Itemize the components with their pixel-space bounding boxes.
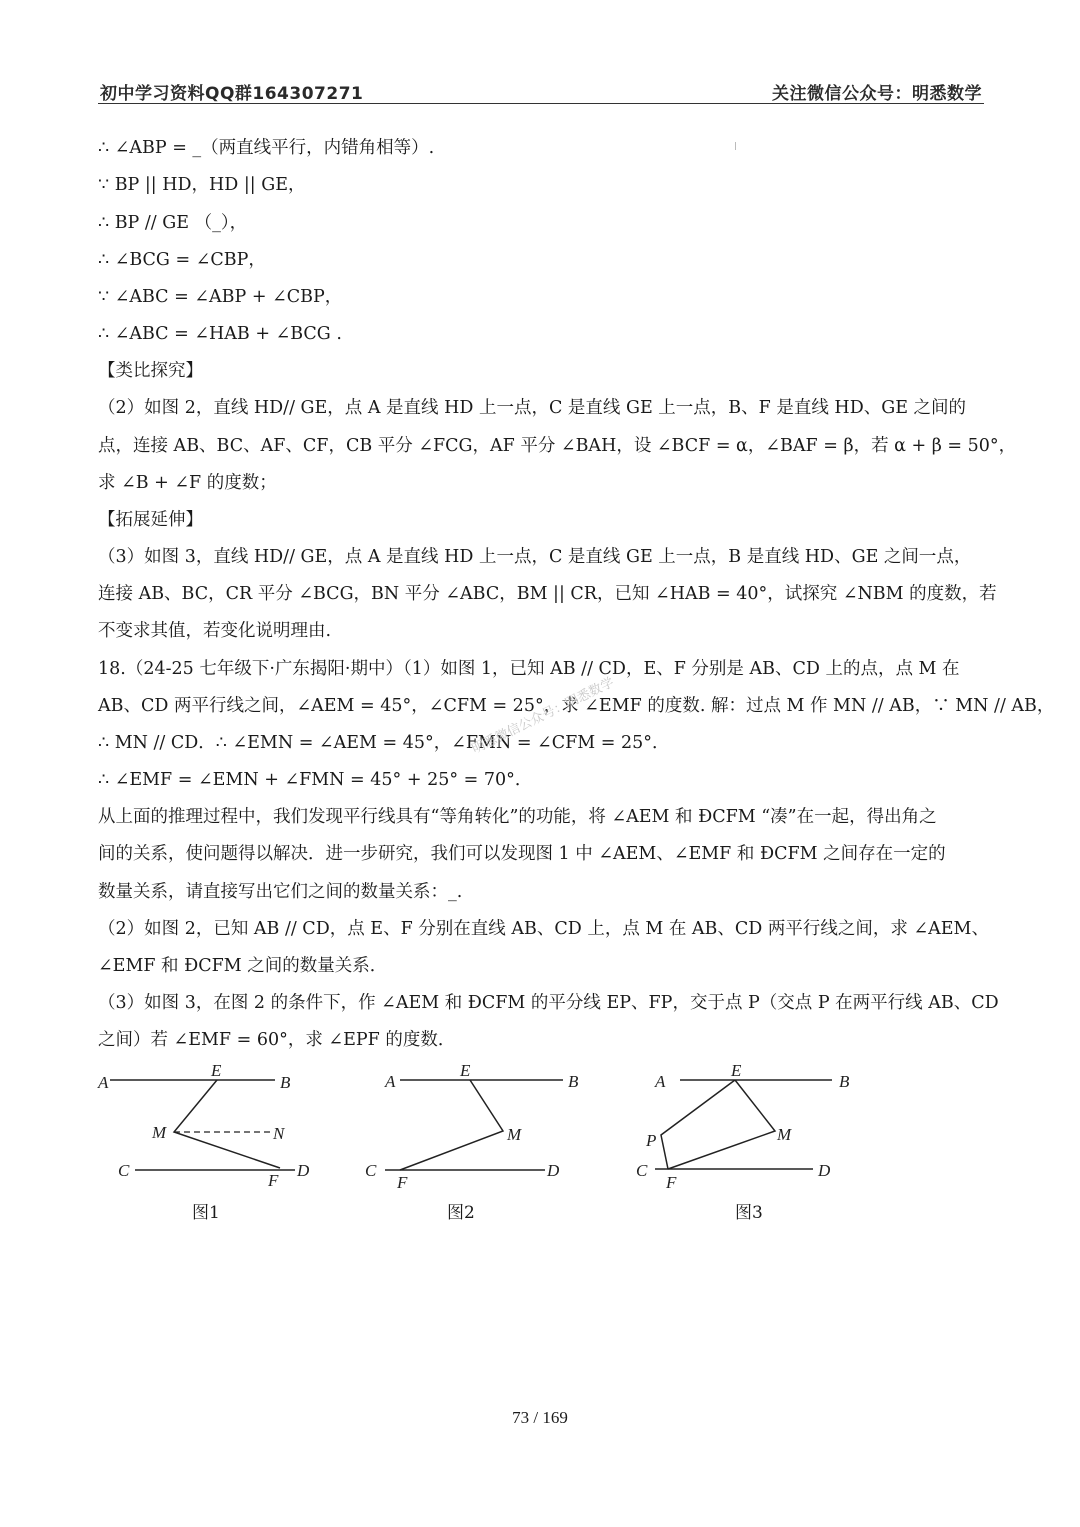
text-line: ∴ ∠ABC = ∠HAB + ∠BCG . xyxy=(98,324,342,344)
text-line: 不变求其值，若变化说明理由. xyxy=(98,621,332,641)
text-line: 求 ∠B + ∠F 的度数； xyxy=(98,473,277,493)
text-line: ∴ BP // GE （_）， xyxy=(98,213,248,233)
fig1-label-b: B xyxy=(280,1073,291,1092)
fig3-label-a: A xyxy=(655,1072,666,1091)
fig2-label-f: F xyxy=(397,1173,408,1192)
text-line: （2）如图 2，已知 AB // CD，点 E、F 分别在直线 AB、CD 上，点 M 在 AB、CD 两平行线之间，求 ∠AEM、 xyxy=(98,919,989,939)
fig2-label-c: C xyxy=(365,1161,377,1180)
header-right-text: 关注微信公众号：明悉数学 xyxy=(772,84,982,104)
question-18-title: 18.（24-25 七年级下·广东揭阳·期中）（1）如图 1，已知 AB // CD，E、F 分别是 AB、CD 上的点，点 M 在 xyxy=(98,659,960,679)
figure-3 xyxy=(635,1058,875,1193)
fig3-label-f: F xyxy=(666,1173,677,1192)
fig1-label-d: D xyxy=(297,1161,310,1180)
fig3-label-d: D xyxy=(818,1161,831,1180)
text-line: ∴ MN // CD．∴ ∠EMN = ∠AEM = 45°，∠FMN = ∠CFM = 25°． xyxy=(98,733,670,753)
fig3-label-c: C xyxy=(636,1161,648,1180)
text-line: 从上面的推理过程中，我们发现平行线具有“等角转化”的功能，将 ∠AEM 和 ÐCFM “凑”在一起，得出角之 xyxy=(98,807,937,827)
text-line: ∠EMF 和 ÐCFM 之间的数量关系． xyxy=(98,956,388,976)
text-line: AB、CD 两平行线之间，∠AEM = 45°，∠CFM = 25°，求 ∠EMF 的度数. 解：过点 M 作 MN // AB，∵ MN // AB， xyxy=(98,696,1055,716)
text-line: 点，连接 AB、BC、AF、CF，CB 平分 ∠FCG，AF 平分 ∠BAH，设 ∠BCF = α，∠BAF = β，若 α + β = 50°， xyxy=(98,436,1017,456)
fig1-label-c: C xyxy=(118,1161,130,1180)
text-line: ∴ ∠EMF = ∠EMN + ∠FMN = 45° + 25° = 70°． xyxy=(98,770,533,790)
text-line: 数量关系，请直接写出它们之间的数量关系：_. xyxy=(98,882,463,902)
fig1-label-a: A xyxy=(98,1073,109,1092)
fig1-label-f: F xyxy=(268,1171,279,1190)
text-line: ∵ BP || HD，HD || GE， xyxy=(98,175,306,195)
text-line: 间的关系，使问题得以解决．进一步研究，我们可以发现图 1 中 ∠AEM、∠EMF 和 ÐCFM 之间存在一定的 xyxy=(98,844,946,864)
section-heading: 【类比探究】 xyxy=(98,361,203,381)
fig1-label-m: M xyxy=(152,1123,167,1142)
figure-2-caption: 图2 xyxy=(447,1203,475,1223)
figure-1-caption: 图1 xyxy=(192,1203,220,1223)
figure-1 xyxy=(90,1058,330,1193)
section-heading: 【拓展延伸】 xyxy=(98,510,203,530)
figure-2 xyxy=(355,1058,595,1193)
fig3-label-b: B xyxy=(839,1072,850,1091)
header-left-text: 初中学习资料QQ群164307271 xyxy=(100,84,364,104)
text-line: ∴ ∠BCG = ∠CBP， xyxy=(98,250,266,270)
text-line: （2）如图 2，直线 HD// GE，点 A 是直线 HD 上一点，C 是直线 GE 上一点，B、F 是直线 HD、GE 之间的 xyxy=(98,398,967,418)
fig2-label-e: E xyxy=(460,1061,471,1080)
fig3-label-p: P xyxy=(646,1131,657,1150)
fig2-label-a: A xyxy=(385,1072,396,1091)
figure-3-caption: 图3 xyxy=(735,1203,763,1223)
text-line: （3）如图 3，在图 2 的条件下，作 ∠AEM 和 ÐCFM 的平分线 EP、FP，交于点 P（交点 P 在两平行线 AB、CD xyxy=(98,993,999,1013)
text-line: ∵ ∠ABC = ∠ABP + ∠CBP， xyxy=(98,287,343,307)
fig3-label-e: E xyxy=(731,1061,742,1080)
fig2-label-d: D xyxy=(547,1161,560,1180)
page-number: 73 / 169 xyxy=(512,1408,568,1427)
fig2-label-b: B xyxy=(568,1072,579,1091)
watermark: 明悉微信公众号：明悉数学 xyxy=(469,675,617,758)
text-line: 连接 AB、BC，CR 平分 ∠BCG，BN 平分 ∠ABC，BM || CR，已知 ∠HAB = 40°，试探究 ∠NBM 的度数，若 xyxy=(98,584,997,604)
header-divider xyxy=(98,103,984,104)
fig1-label-e: E xyxy=(211,1061,222,1080)
text-line: 之间）若 ∠EMF = 60°，求 ∠EPF 的度数． xyxy=(98,1030,456,1050)
text-line: ∴ ∠ABP = _（两直线平行，内错角相等）. xyxy=(98,138,435,158)
fig1-label-n: N xyxy=(273,1124,285,1143)
fig3-label-m: M xyxy=(777,1125,792,1144)
fig2-label-m: M xyxy=(507,1125,522,1144)
text-line: （3）如图 3，直线 HD// GE，点 A 是直线 HD 上一点，C 是直线 GE 上一点，B 是直线 HD、GE 之间一点， xyxy=(98,547,972,567)
